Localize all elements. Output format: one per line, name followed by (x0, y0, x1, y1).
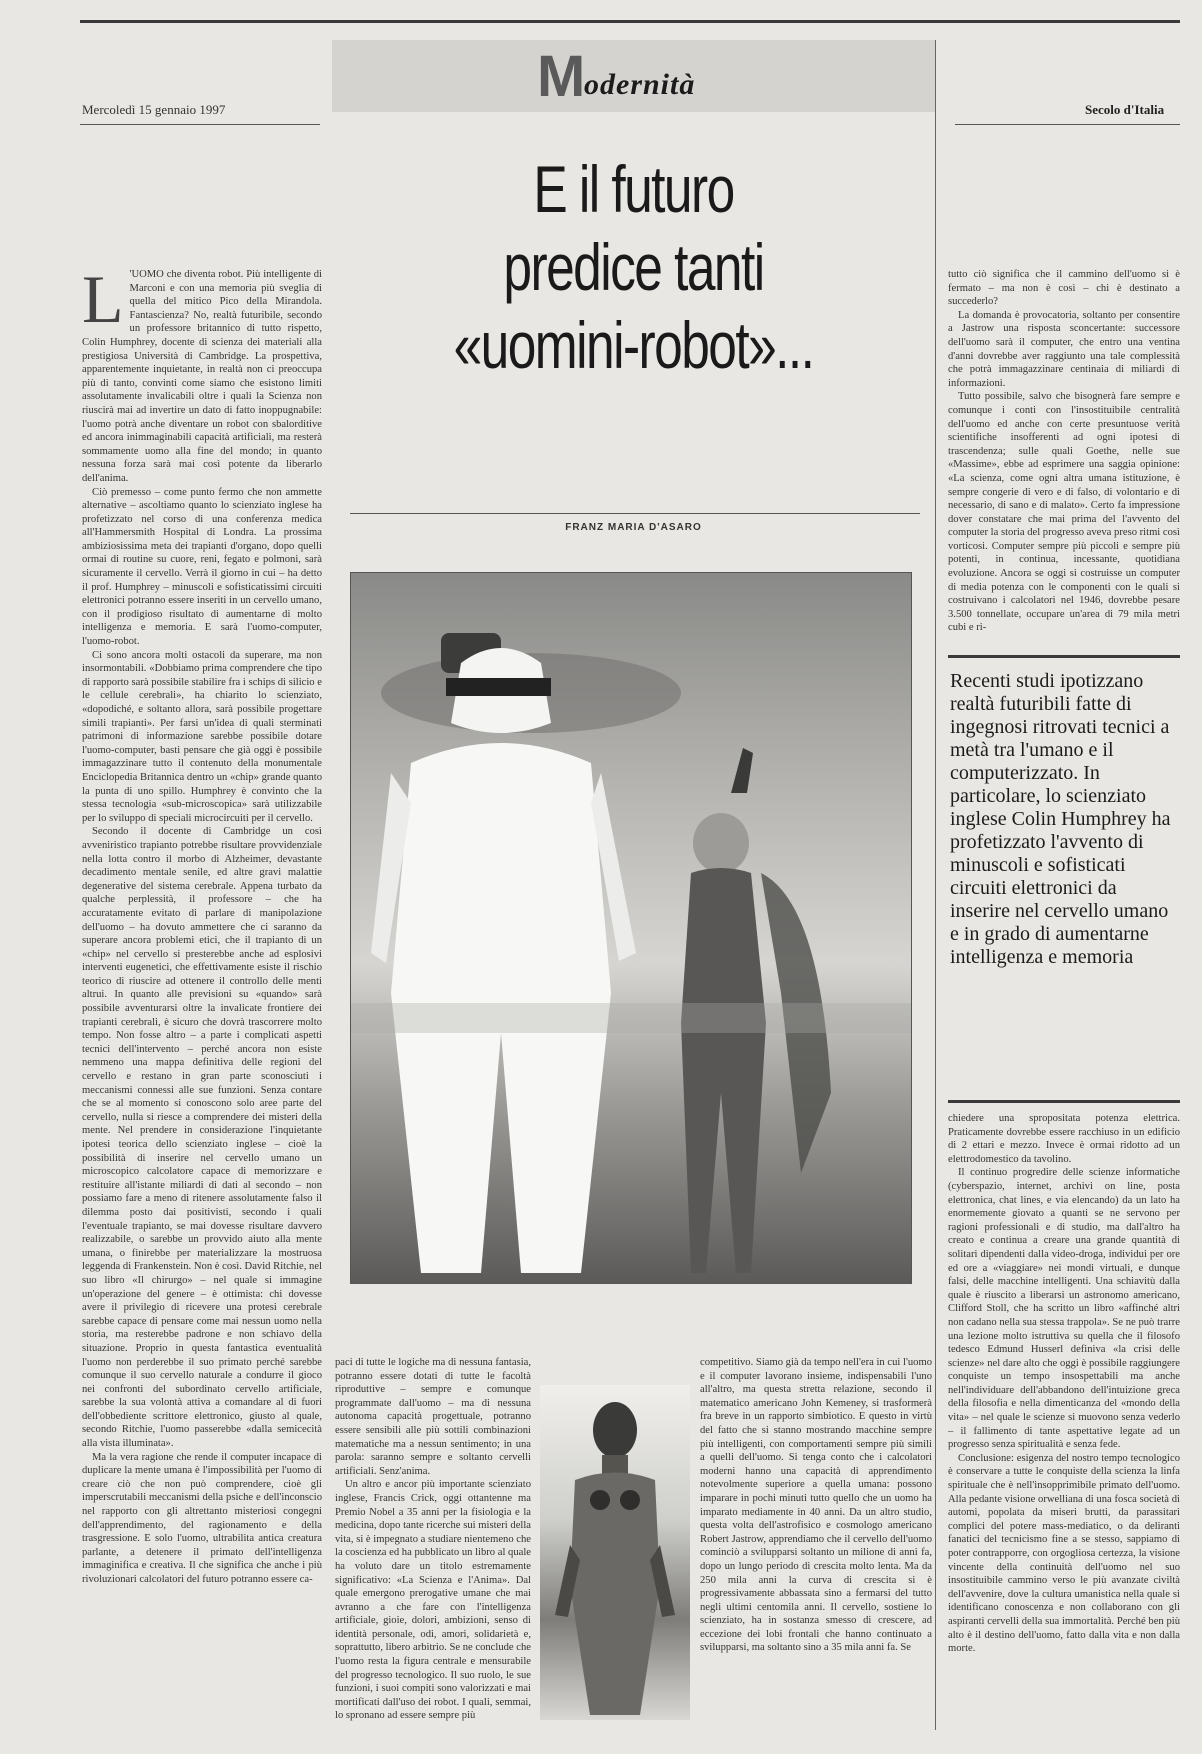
article-column-1 (82, 268, 322, 1728)
headline-rule (350, 513, 920, 514)
top-rule (80, 20, 1180, 23)
article-column-2 (335, 1356, 531, 1736)
article-column-4-top (948, 268, 1180, 640)
robot-maria-image (540, 1385, 690, 1720)
article-column-4-bottom (948, 1112, 1180, 1734)
robot-photo (350, 572, 912, 1284)
column-divider (935, 40, 936, 1730)
paragraph: 'UOMO che diventa robot. Più intelligente di Marconi e con una memoria più sveglia di quella del mitico Pico della Mirandola. Fantascienza? No, realtà futuribile, secondo un professore britannico di tutto rispetto, Colin Humphrey, docente di scienza dei materiali alla prestigiosa Università di Cambridge. La prospettiva, apparentemente inquietante, in realtà non ci preoccupa più di tanto, convinti come siamo che esistono limiti assolutamente invalicabili oltre i quali la Scienza non riuscirà mai ad invertire un dato di fatto inoppugnabile: l'uomo potrà anche diventare un robot con sbalorditive ed ancora inimmaginabili capacità artificiali, ma resterà sommamente uomo alla fine del mondo; in quanto nessuna forza sarà mai così potente da liberarlo dell'anima. (82, 269, 322, 484)
paragraph: chiedere una spropositata potenza elettrica. Praticamente dovrebbe essere racchiuso in un edificio di 2 ettari e mezzo. Invece è ormai ridotto ad un elettrodomestico da tavolino. (948, 1113, 1180, 1165)
paragraph: Conclusione: esigenza del nostro tempo tecnologico è conservare a tutte le conquiste della scienza la linfa spirituale che è nell'insopprimibile primato dell'uomo. Alla pedante visione orwelliana di una fosca società di automi, popolata da miseri brutti, da parassitari complici del potere mass-mediatico, o da deliranti fanatici del tecnicismo fine a se stesso, sappiamo di poter contrapporre, con orgogliosa certezza, la visione vincente della continuità dell'uomo nel suo insostituibile cammino verso le più avanzate civiltà dell'avvenire, dove la cultura umanistica nella quale si identificano conoscenza e non collaborano con gli aspiranti cervelli della sua immortalità. Perché ben più alto è il destino dell'uomo, fatto dalla vita e non dalla morte. (948, 1452, 1180, 1655)
byline: FRANZ MARIA D'ASARO (565, 522, 702, 533)
paragraph: competitivo. Siamo già da tempo nell'era in cui l'uomo e il computer lavorano insieme, indispensabili l'uno all'altro, ma questa stretta relazione, secondo il matematico americano John Kemeney, si trasformerà fra breve in un rapporto simbiotico. E questo in virtù del fatto che si stanno mostrando macchine sempre più intelligenti, con comportamenti sempre più simili a quelli dell'uomo. Si tenga conto che i calcolatori moderni hanno una capacità di apprendimento notevolmente superiore a quella umana: possono imparare in pochi minuti tutto quello che un uomo ha imparato mediamente in 40 anni. Da un altro studio, questa volta dell'astrofisico e cosmologo americano Robert Jastrow, apprendiamo che il cervello dell'uomo cominciò a svilupparsi soltanto un milione di anni fa, dopo un lungo periodo di crescita molto lenta. Ma da 250 mila anni la curva di crescita si è progressivamente abbassata sino a fermarsi del tutto negli ultimi centomila anni. Il cervello, sostiene lo scienziato, ha in sostanza smesso di crescere, ad eccezione dei lobi frontali che hanno continuato a svilupparsi, ma soltanto sino a 35 mila anni fa. Se (700, 1357, 932, 1654)
drop-cap: L (82, 268, 124, 337)
paragraph: Tutto possibile, salvo che bisognerà fare sempre e comunque i conti con l'insostituibile centralità dell'uomo ed anche con certe presuntuose verità scientifiche insofferenti ad ogni ipotesi di trascendenza; sulle quali Goethe, nelle sue «Massime», ebbe ad esprimere una saggia opinione: «La scienza, come ogni altra umana istituzione, è sempre congerie di vero e di falso, di volontario e di necessario, di sano e di malato». Certo fa impressione dover constatare che mai prima del l'avvento del computer la storia del progresso aveva preso ritmi così vorticosi. Computer sempre più piccoli e sempre più potenti, in continua, incessante, quotidiana evoluzione. Ancora se oggi si costruisse un computer di media potenza con le componenti con le quali si costruivano i calcolatori nel 1946, dovrebbe pesare 3.500 tonnellate, occupare un'area di 79 mila metri cubi e ri- (948, 391, 1180, 634)
sidebar-rule-bottom (948, 1100, 1180, 1103)
headline-line-3: «uomini-robot»... (453, 308, 814, 382)
sidebar-summary: Recenti studi ipotizzano realtà futuribili fatte di ingegnosi ritrovati tecnici a metà tra l'umano e il computerizzato. In particolare, lo scienziato inglese Colin Humphrey ha profetizzato l'avvento di minuscoli e sofisticati circuiti elettronici da inserire nel cervello umano e in grado di aumentarne intelligenza e memoria (950, 670, 1171, 968)
paragraph: Ma la vera ragione che rende il computer incapace di duplicare la mente umana è l'impossibilità per l'uomo di creare ciò che non può comprendere, cioè gli imperscrutabili meccanismi della psiche e dell'inconscio nel rapporto con gli altrettanto misteriosi congegni dell'apprendimento, del ragionamento e della trasgressione. E solo l'uomo, ultrabilita antica creatura parlante, a detenere il primato dell'intelligenza immaginifica e creativa. Il che significa che anche i più rivoluzionari calcolatori del futuro potranno essere ca- (82, 1451, 322, 1585)
issue-date: Mercoledì 15 gennaio 1997 (82, 102, 226, 117)
paragraph: tutto ciò significa che il cammino dell'uomo si è fermato – ma non è così – chi è destinato a succederlo? (948, 269, 1180, 308)
headline (332, 150, 935, 384)
paragraph: Un altro e ancor più importante scienziato inglese, Francis Crick, oggi ottantenne ma Premio Nobel a 35 anni per la fisiologia e la medicina, dopo tante ricerche sui misteri della vita, si è impegnato a studiare nientemeno che la coscienza ed ha pubblicato un libro al quale ha voluto dare un titolo estremamente significativo: «La Scienza e l'Anima». Dal quale emergono prerogative umane che mai avranno a che fare con l'intelligenza artificiale, gioie, dolori, ambizioni, senso di identità personale, odi, amori, solidarietà e, soprattutto, libero arbitrio. Se ne conclude che l'uomo resta la figura centrale e mensurabile del progresso tecnologico. Il suo ruolo, le sue funzioni, i suoi compiti sono valorizzati e mai mortificati dall'uso dei robot. I quali, semmai, lo spronano ad essere sempre più (335, 1479, 531, 1722)
section-initial: M (537, 44, 586, 109)
robot-photo-illustration (351, 573, 911, 1283)
paragraph: paci di tutte le logiche ma di nessuna fantasia, potranno essere dotati di tutte le facoltà riproduttive – sempre e comunque programmate dall'uomo – ma di nessuna autonoma capacità progettuale, potranno essere sensibili alle più sottili combinazioni matematiche ma a nessun sentimento; in una parola: saranno sempre e soltanto cervelli artificiali. Senz'anima. (335, 1357, 531, 1477)
section-header (332, 40, 935, 112)
paragraph: La domanda è provocatoria, soltanto per consentire a Jastrow una risposta sconcertante: successore dell'uomo sarà il computer, che entro una ventina d'anni dovrebbe aver raggiunto una tale complessità che potrà immagazzinare centinaia di miliardi di informazioni. (948, 309, 1180, 389)
paragraph: Il continuo progredire delle scienze informatiche (cyberspazio, internet, archivi on line, posta elettronica, chat lines, e via elencando) da un lato ha enormemente giovato a quanti se ne servono per ragioni professionali e di studio, ma dall'altro ha creato e continua a creare una grande quantità di solitari dipendenti dalla video-droga, individui per ore ed ore a «viaggiare» nei mondi virtuali, e dunque falsi, delle macchine intelligenti. Una schiavitù dalla quale è riuscito a liberarsi un astronomo americano, Clifford Stoll, che ha scritto un libro «affinché altri non cadano nella sua stessa trappola». Se ne può trarre una lezione molto istruttiva su quella che il filosofo tedesco Edmund Husserl definiva «la crisi delle scienze» nel dare alto che oggi è possibile raggiungere conquiste un tempo insospettabili ma anche nell'individuare dell'abbandono dell'intuizione greca della filosofia e nella dimenticanza del «mondo della vita» – nel quale le scienze si muovono senza vederlo – il fallimento di tante aspettative legate ad un progresso senza spiritualità e senza fede. (948, 1167, 1180, 1451)
headline-line-2: predice tanti (503, 230, 764, 304)
header-rule-right (955, 124, 1180, 125)
paragraph: Ciò premesso – come punto fermo che non ammette alternative – ascoltiamo quanto lo scienziato inglese ha profetizzato nel corso di una conferenza medica all'Hammersmith Hospital di Londra. La prossima ambiziosissima meta dei trapianti d'organo, dopo quelli ormai di routine su cuore, reni, fegato e polmoni, sarà sicuramente il cervello. Verrà il giorno in cui – ha detto il prof. Humphrey – minuscoli e sofisticatissimi circuiti elettronici potranno essere inseriti in un cervello umano, con il prodigioso risultato di aumentarne di molto intelligenza e memoria. E sarà l'uomo-computer, l'uomo-robot. (82, 486, 322, 648)
section-title: odernità (584, 68, 696, 101)
sidebar-rule-top (948, 655, 1180, 658)
paragraph: Secondo il docente di Cambridge un così avveniristico trapianto potrebbe risultare provvidenziale nella lotta contro il morbo di Alzheimer, devastante decadimento mentale senile, ed altre gravi malattie degenerative del sistema cerebrale. Appena turbato da qualche perplessità, il professore – che ha accuratamente evitato di parlare di manipolazione dell'uomo – ha dovuto ammettere che ci saranno da superare ancora problemi etici, che il trapianto di un «chip» nel cervello si presterebbe anche ad esplosivi interventi eugenetici, che effettivamente esiste il rischio teorico di riuscire ad ottenere il controllo delle menti altrui. In quanto alle previsioni su «quando» sarà possibile avventurarsi oltre la invalicate frontiere dei trapianti cerebrali, è sicuro che dovrà trascorrere molto tempo. Non fosse altro – a parte i complicati aspetti tecnici dell'intervento – perché ancora non esiste nemmeno una mappa definitiva delle regioni del cervello e restano in gran parte sconosciuti i meccanismi connessi alle sue funzioni. Senza contare che se al momento si conoscono solo aree parte del cervello, nulla si riesce a comprendere dei misteri della mente. Nel prendere in considerazione l'inquietante ipotesi teorica dello scienziato inglese – cioè la possibilità di inserire nel cervello umano un microscopico calcolatore capace di memorizzare e restituire all'istante miliardi di dati al secondo – non possiamo fare a meno di ritenere assolutamente falso il dilemma posto dai positivisti, secondo i quali l'eventuale trapianto, se mai dovesse risultare davvero realizzabile, o sarebbe un provvido aiuto alla mente umana, o finirebbe per materializzare la mostruosa leggenda di Frankenstein. Non è così. David Ritchie, nel suo libro «Il chirurgo» – nel quale si immagine un'operazione del genere – è ottimista: chi dovesse avere il privilegio di ricevere una protesi cerebrale sarebbe capace di pensare come mai nessun uomo nella storia, ma resterebbe padrone e non schiavo della situazione. Proprio in questa fantastica eventualità l'uomo non perderebbe il suo primato perché sarebbe comunque il suo cervello naturale a condurre il gioco nei confronti del subordinato cervello artificiale, sarebbe la sua volontà attiva a comandare al di fuori dell'obbediente scrittore elettronico, giusto al quale, secondo Ritchie, l'uomo passerebbe «dalla semicecità alla vista illuminata». (82, 826, 322, 1450)
newspaper-name: Secolo d'Italia (1085, 102, 1165, 117)
header-rule-left (80, 124, 320, 125)
robot-maria-illustration (540, 1385, 690, 1720)
paragraph: Ci sono ancora molti ostacoli da superare, ma non insormontabili. «Dobbiamo prima comprendere che tipo di rapporto sarà possibile stabilire fra i schips di silicio e le cellule cerebrali», ha chiarito lo scienziato, «dopodiché, e soltanto allora, sarà possibile progettare simili trapianti». Per farsi un'idea di quali sterminati patrimoni di informazione sarebbe possibile dotare l'uomo-computer, basti pensare che già oggi è possibile immagazzinare tutto il contenuto della monumentale Enciclopedia Britannica dentro un «chip» grande quanto la punta di uno spillo. Humphrey è convinto che la stessa tecnologia «sub-microscopica» sarà utilizzabile per lo sviluppo di speciali microcircuiti per il cervello. (82, 649, 322, 824)
article-column-3 (700, 1356, 932, 1736)
headline-line-1: E il futuro (533, 152, 734, 226)
